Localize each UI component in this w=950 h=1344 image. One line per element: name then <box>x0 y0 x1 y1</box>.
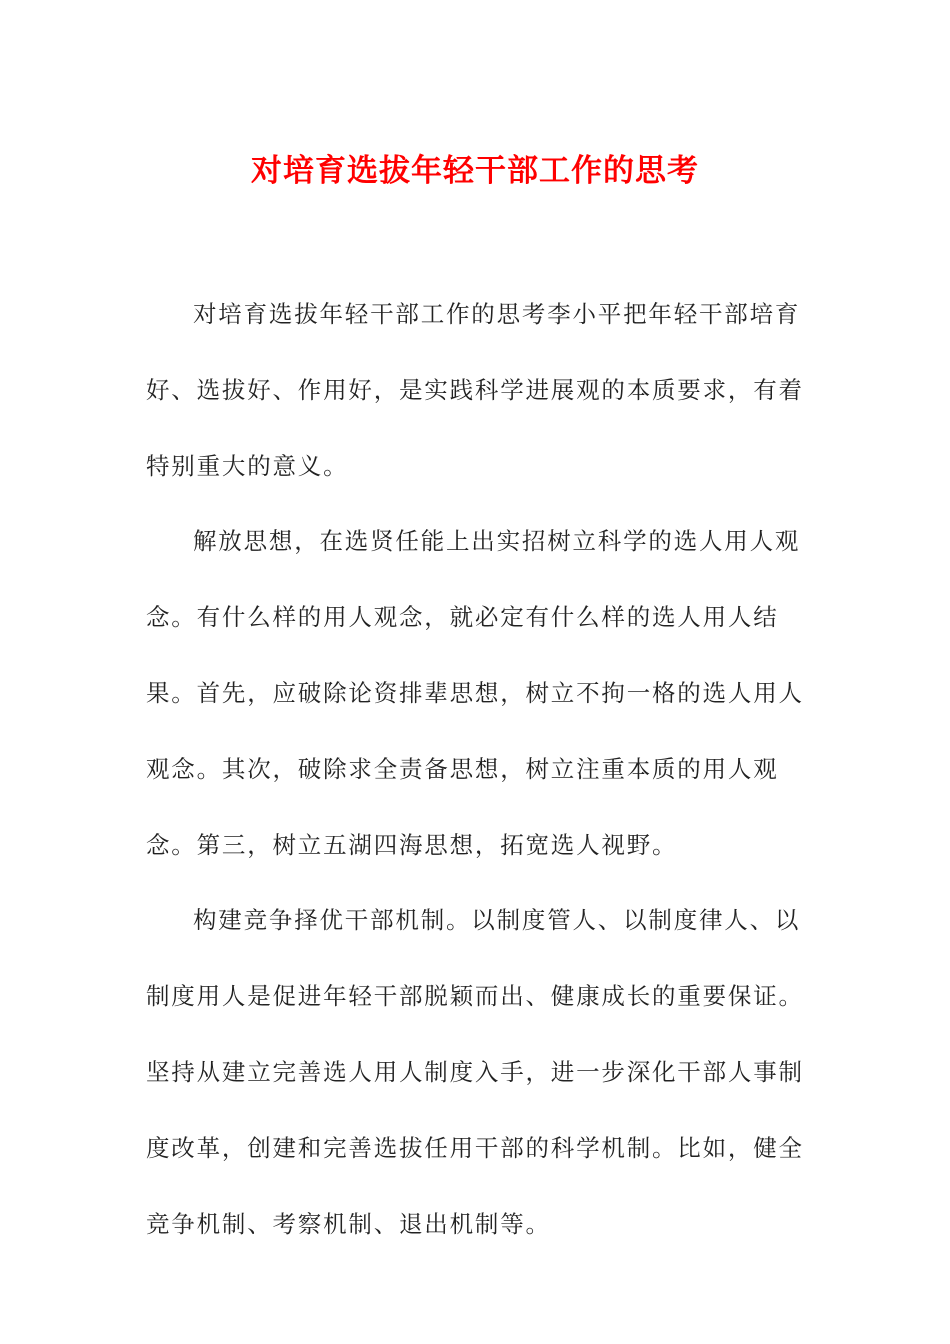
document-title: 对培育选拔年轻干部工作的思考 <box>251 153 699 189</box>
document-body <box>146 277 816 1262</box>
paragraph-intro: 对培育选拔年轻干部工作的思考李小平把年轻干部培育好、选拔好、作用好，是实践科学进展观的本质要求，有着特别重大的意义。 <box>146 300 804 480</box>
paragraph-ideology: 解放思想，在选贤任能上出实招树立科学的选人用人观念。有什么样的用人观念，就必定有什么样的选人用人结果。首先，应破除论资排辈思想，树立不拘一格的选人用人观念。其次，破除求全责备思想，树立注重本质的用人观念。第三，树立五湖四海思想，拓宽选人视野。 <box>146 527 804 859</box>
paragraph-mechanism: 构建竞争择优干部机制。以制度管人、以制度律人、以制度用人是促进年轻干部脱颖而出、健康成长的重要保证。坚持从建立完善选人用人制度入手，进一步深化干部人事制度改革，创建和完善选拔任用干部的科学机制。比如，健全竞争机制、考察机制、退出机制等。 <box>146 906 804 1238</box>
